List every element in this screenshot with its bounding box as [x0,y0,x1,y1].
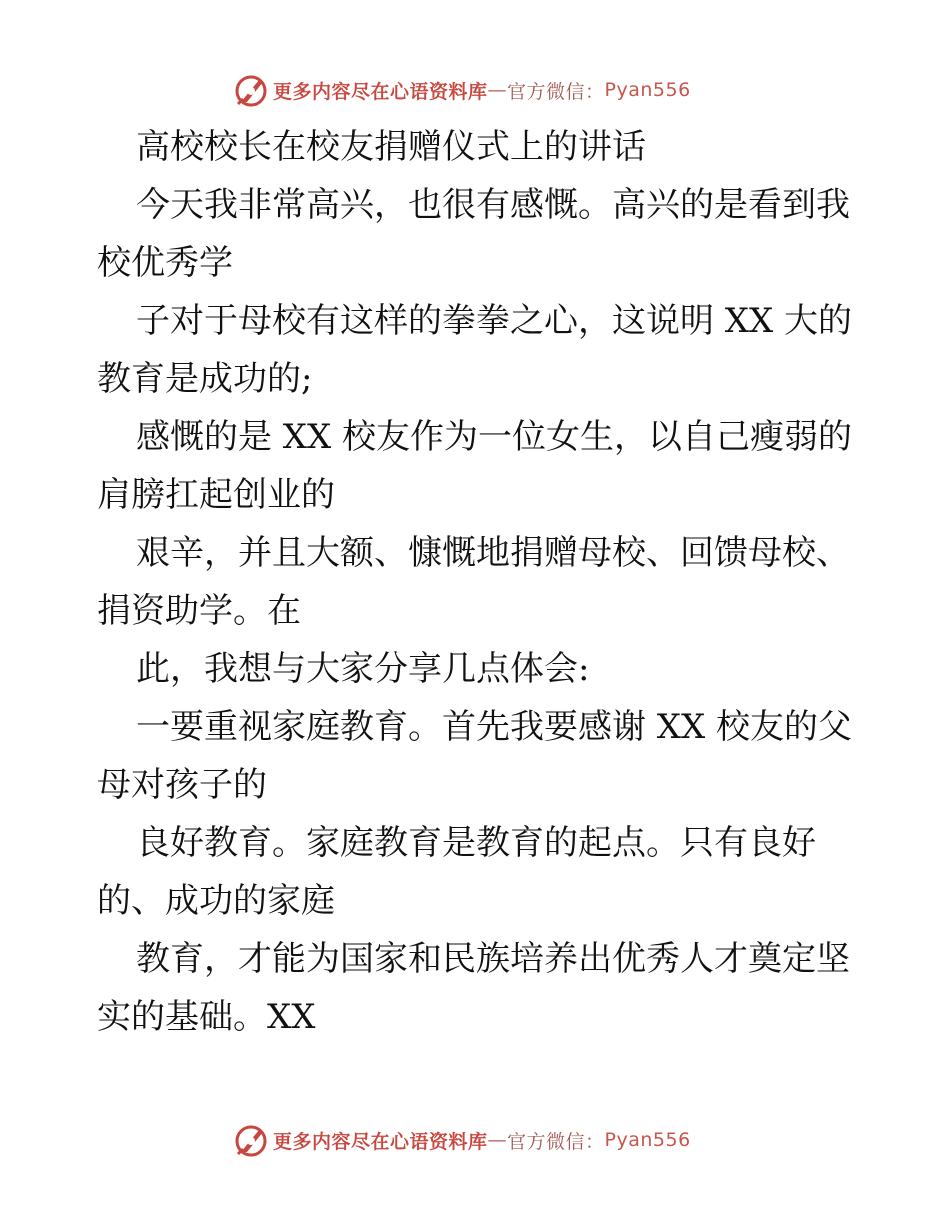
paragraph-line: 的、成功的家庭 [97,881,335,921]
paragraph-line: 捐资助学。在 [97,591,301,631]
paragraph-line: 教育，才能为国家和民族培养出优秀人才奠定坚 [136,939,850,979]
watermark-wechat-id: Pyan556 [604,1129,691,1151]
watermark-brand: 更多内容尽在心语资料库 [273,80,488,103]
paragraph-line: 艰辛，并且大额、慷慨地捐赠母校、回馈母校、 [136,533,850,573]
paragraph-line: 实的基础。XX [97,997,316,1037]
watermark-brand: 更多内容尽在心语资料库 [273,1130,488,1153]
quill-pen-icon [233,1122,269,1158]
paragraph-line: 子对于母校有这样的拳拳之心，这说明 XX 大的 [136,301,853,341]
paragraph-line: 校优秀学 [97,243,233,283]
watermark-separator: — [487,79,508,101]
paragraph-line: 良好教育。家庭教育是教育的起点。只有良好 [136,823,816,863]
footer-watermark [233,1120,691,1160]
header-watermark [233,70,691,110]
paragraph-line: 教育是成功的; [97,359,313,399]
paragraph-line: 肩膀扛起创业的 [97,475,335,515]
paragraph-line: 母对孩子的 [97,765,267,805]
paragraph-line: 感慨的是 XX 校友作为一位女生，以自己瘦弱的 [136,417,853,457]
watermark-separator: — [487,1129,508,1151]
document-title: 高校校长在校友捐赠仪式上的讲话 [136,127,646,167]
watermark-wechat-id: Pyan556 [604,79,691,101]
watermark-official-label: 官方微信： [507,1130,605,1153]
watermark-official-label: 官方微信： [507,80,605,103]
paragraph-line: 此，我想与大家分享几点体会: [136,649,590,689]
quill-pen-icon [233,72,269,108]
paragraph-line: 一要重视家庭教育。首先我要感谢 XX 校友的父 [136,707,853,747]
paragraph-line: 今天我非常高兴，也很有感慨。高兴的是看到我 [136,185,850,225]
